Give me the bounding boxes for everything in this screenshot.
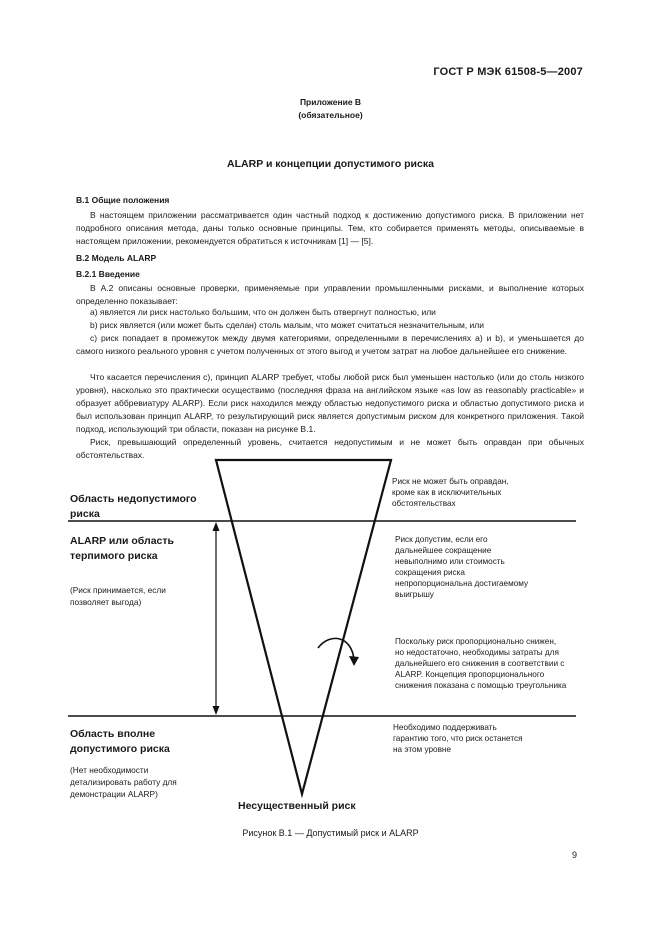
alarp-paragraph: Что касается перечисления c), принцип ALARP требует, чтобы любой риск был уменьшен настолько (или до столь низкого уровня), насколько это практически осуществимо (последняя фраза на английском языке «as low as reasonably practicable» и образует аббревиатуру ALARP). Если риск находился между областью недопустимого риска и областью допустимого риска и был использован принцип ALARP, то результирующий риск является допустимым риском для конкретного приложения. Такой подход, использующий три области, показан на рисунке B.1. [76, 372, 584, 434]
arrow-down-head [213, 706, 220, 715]
main-title: ALARP и концепции допустимого риска [227, 158, 434, 170]
list-item: b) риск является (или может быть сделан) столь малым, что может считаться незначительным, или [90, 320, 484, 330]
curved-arrow [318, 638, 354, 660]
negligible-risk-label: Несущественный риск [238, 800, 356, 812]
section-b21-heading: B.2.1 Введение [76, 269, 140, 279]
acceptable-region-description: Необходимо поддерживать гарантию того, что риск останется на этом уровне [393, 723, 523, 754]
proportional-reduction-description: Поскольку риск пропорционально снижен, но недостаточно, необходимы затраты для дальнейшего его снижения в соответствии с ALARP. Концепция пропорционального снижения показана с помощью треугольника [395, 637, 567, 690]
unacceptable-region-description: Риск не может быть оправдан, кроме как в исключительных обстоятельствах [392, 477, 509, 508]
unacceptable-paragraph: Риск, превышающий определенный уровень, считается недопустимым и не может быть оправдан при обычных обстоятельствах. [76, 437, 584, 460]
appendix-title: Приложение B [299, 97, 362, 107]
acceptable-region-note: (Нет необходимости детализировать работу для демонстрации ALARP) [70, 765, 177, 799]
acceptable-region-label: Область вполне допустимого риска [70, 728, 170, 755]
list-item: a) является ли риск настолько большим, что он должен быть отвергнут полностью, или [90, 307, 436, 317]
page-number: 9 [571, 850, 577, 860]
alarp-region-label: ALARP или область терпимого риска [70, 535, 174, 562]
risk-triangle [216, 460, 391, 794]
section-b2-heading: B.2 Модель ALARP [76, 253, 157, 263]
unacceptable-region-label: Область недопустимого риска [70, 493, 197, 520]
appendix-status: (обязательное) [298, 110, 363, 120]
curved-arrow-head [349, 656, 359, 666]
section-b1-heading: B.1 Общие положения [76, 195, 170, 205]
arrow-up-head [213, 522, 220, 531]
figure-caption: Рисунок B.1 — Допустимый риск и ALARP [242, 828, 419, 838]
alarp-region-note: (Риск принимается, если позволяет выгода) [70, 585, 166, 607]
intro-paragraph: В A.2 описаны основные проверки, применяемые при управлении промышленными рисками, и выполнение которых определенно показывает: [76, 283, 584, 306]
section-b1-paragraph: В настоящем приложении рассматривается один частный подход к достижению допустимого риска. В приложении нет подробного описания метода, даны только основные принципы. Тем, кто собирается применять методы, описываемые в настоящем приложении, рекомендуется обратиться к источникам [1] — [5]. [76, 210, 584, 246]
tolerable-region-description: Риск допустим, если его дальнейшее сокращение невыполнимо или стоимость сокращения риска непропорциональна достигаемому выигрышу [395, 535, 529, 599]
standard-header: ГОСТ Р МЭК 61508-5—2007 [433, 66, 583, 78]
list-item: c) риск попадает в промежуток между двумя категориями, определенными в перечислениях a) и b), и уменьшается до самого низкого реального уровня с учетом полученных от этого выгод и учетом затрат на любое дальнейшее его снижение. [76, 333, 584, 356]
